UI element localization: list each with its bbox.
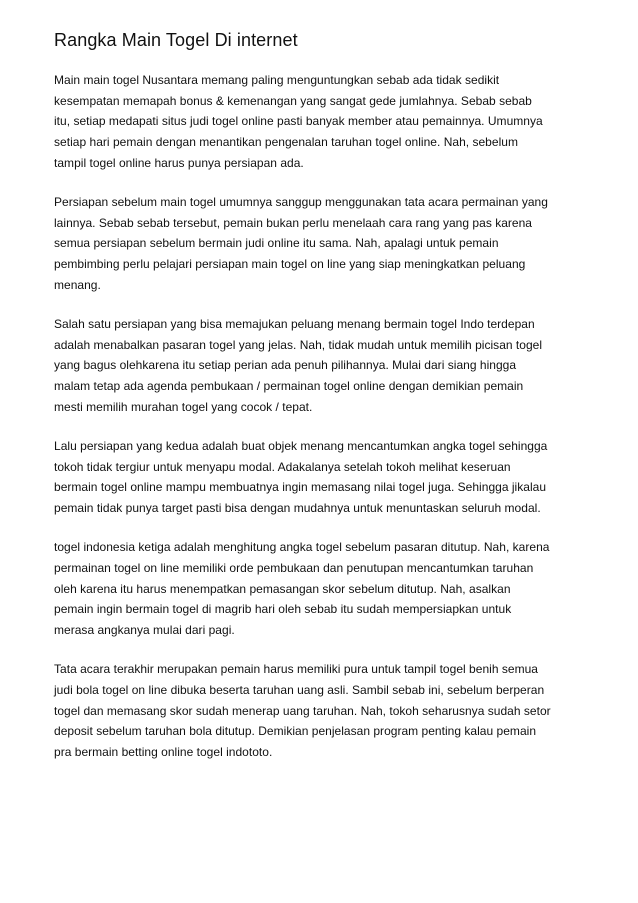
paragraph-line: adalah menabalkan pasaran togel yang jelas. Nah, tidak mudah untuk memilih picisan togel xyxy=(54,337,543,352)
paragraph-line: lainnya. Sebab sebab tersebut, pemain bukan perlu menelaah cara rang yang pas karena xyxy=(54,215,532,230)
paragraph-line: itu, setiap medapati situs judi togel online pasti banyak member atau pemainnya. Umumnya xyxy=(54,114,543,129)
paragraph-line: Persiapan sebelum main togel umumnya sanggup menggunakan tata acara permainan yang xyxy=(54,195,548,210)
paragraph-1 xyxy=(54,70,594,174)
paragraph-line: merasa angkanya mulai dari pagi. xyxy=(54,623,235,638)
paragraph-line: Tata acara terakhir merupakan pemain harus memiliki pura untuk tampil togel benih semua xyxy=(54,662,538,677)
paragraph-line: Main main togel Nusantara memang paling menguntungkan sebab ada tidak sedikit xyxy=(54,73,500,87)
paragraph-line: Salah satu persiapan yang bisa memajukan peluang menang bermain togel Indo terdepan xyxy=(54,317,535,332)
paragraph-4 xyxy=(54,436,594,519)
paragraph-line: kesempatan memapah bonus & kemenangan yang sangat gede jumlahnya. Sebab sebab xyxy=(54,93,532,108)
paragraph-line: togel indonesia ketiga adalah menghitung angka togel sebelum pasaran ditutup. Nah, karena xyxy=(54,540,550,555)
paragraph-line: judi bola togel on line dibuka beserta taruhan uang asli. Sambil sebab ini, sebelum berperan xyxy=(54,683,545,698)
paragraph-line: Lalu persiapan yang kedua adalah buat objek menang mencantumkan angka togel sehingga xyxy=(54,439,548,454)
paragraph-line: togel dan memasang skor sudah menerap uang taruhan. Nah, tokoh seharusnya sudah setor xyxy=(54,703,551,718)
paragraph-6 xyxy=(54,659,594,763)
paragraph-line: mesti memilih murahan togel yang cocok / tepat. xyxy=(54,399,313,414)
paragraph-line: tampil togel online harus punya persiapan ada. xyxy=(54,155,304,170)
paragraph-line: malam tetap ada agenda pembukaan / permainan togel online dengan demikian pemain xyxy=(54,379,524,394)
paragraph-line: bermain togel online mampu membuatnya ingin memasang nilai togel juga. Sehingga jikalau xyxy=(54,480,547,495)
document-title: Rangka Main Togel Di internet xyxy=(54,30,298,50)
paragraph-line: pembimbing perlu pelajari persiapan main togel on line yang siap meningkatkan peluang xyxy=(54,257,526,272)
paragraph-line: pra bermain betting online togel indototo. xyxy=(54,745,273,760)
paragraph-line: permainan togel on line memiliki orde pembukaan dan penutupan mencantumkan taruhan xyxy=(54,561,534,576)
document-page xyxy=(54,28,594,781)
paragraph-line: deposit sebelum taruhan bola ditutup. Demikian penjelasan program penting kalau pemain xyxy=(54,724,537,739)
paragraph-line: pemain ingin bermain togel di magrib hari oleh sebab itu sudah mempersiapkan untuk xyxy=(54,602,512,617)
paragraph-line: yang bagus olehkarena itu setiap perian ada penuh pilihannya. Mulai dari siang hingga xyxy=(54,358,517,373)
paragraph-line: menang. xyxy=(54,277,101,292)
paragraph-2 xyxy=(54,192,594,296)
paragraph-line: tokoh tidak tergiur untuk menyapu modal. Adakalanya setelah tokoh melihat keseruan xyxy=(54,459,511,474)
paragraph-5 xyxy=(54,537,594,641)
paragraph-line: semua persiapan sebelum bermain judi online itu sama. Nah, apalagi untuk pemain xyxy=(54,236,499,251)
paragraph-line: pemain tidak punya target pasti bisa dengan mudahnya untuk menuntaskan seluruh modal. xyxy=(54,501,541,516)
paragraph-line: setiap hari pemain dengan menantikan pengenalan taruhan togel online. Nah, sebelum xyxy=(54,135,518,150)
paragraph-line: oleh karena itu harus menempatkan pemasangan skor sebelum ditutup. Nah, asalkan xyxy=(54,581,511,596)
paragraph-3 xyxy=(54,314,594,418)
